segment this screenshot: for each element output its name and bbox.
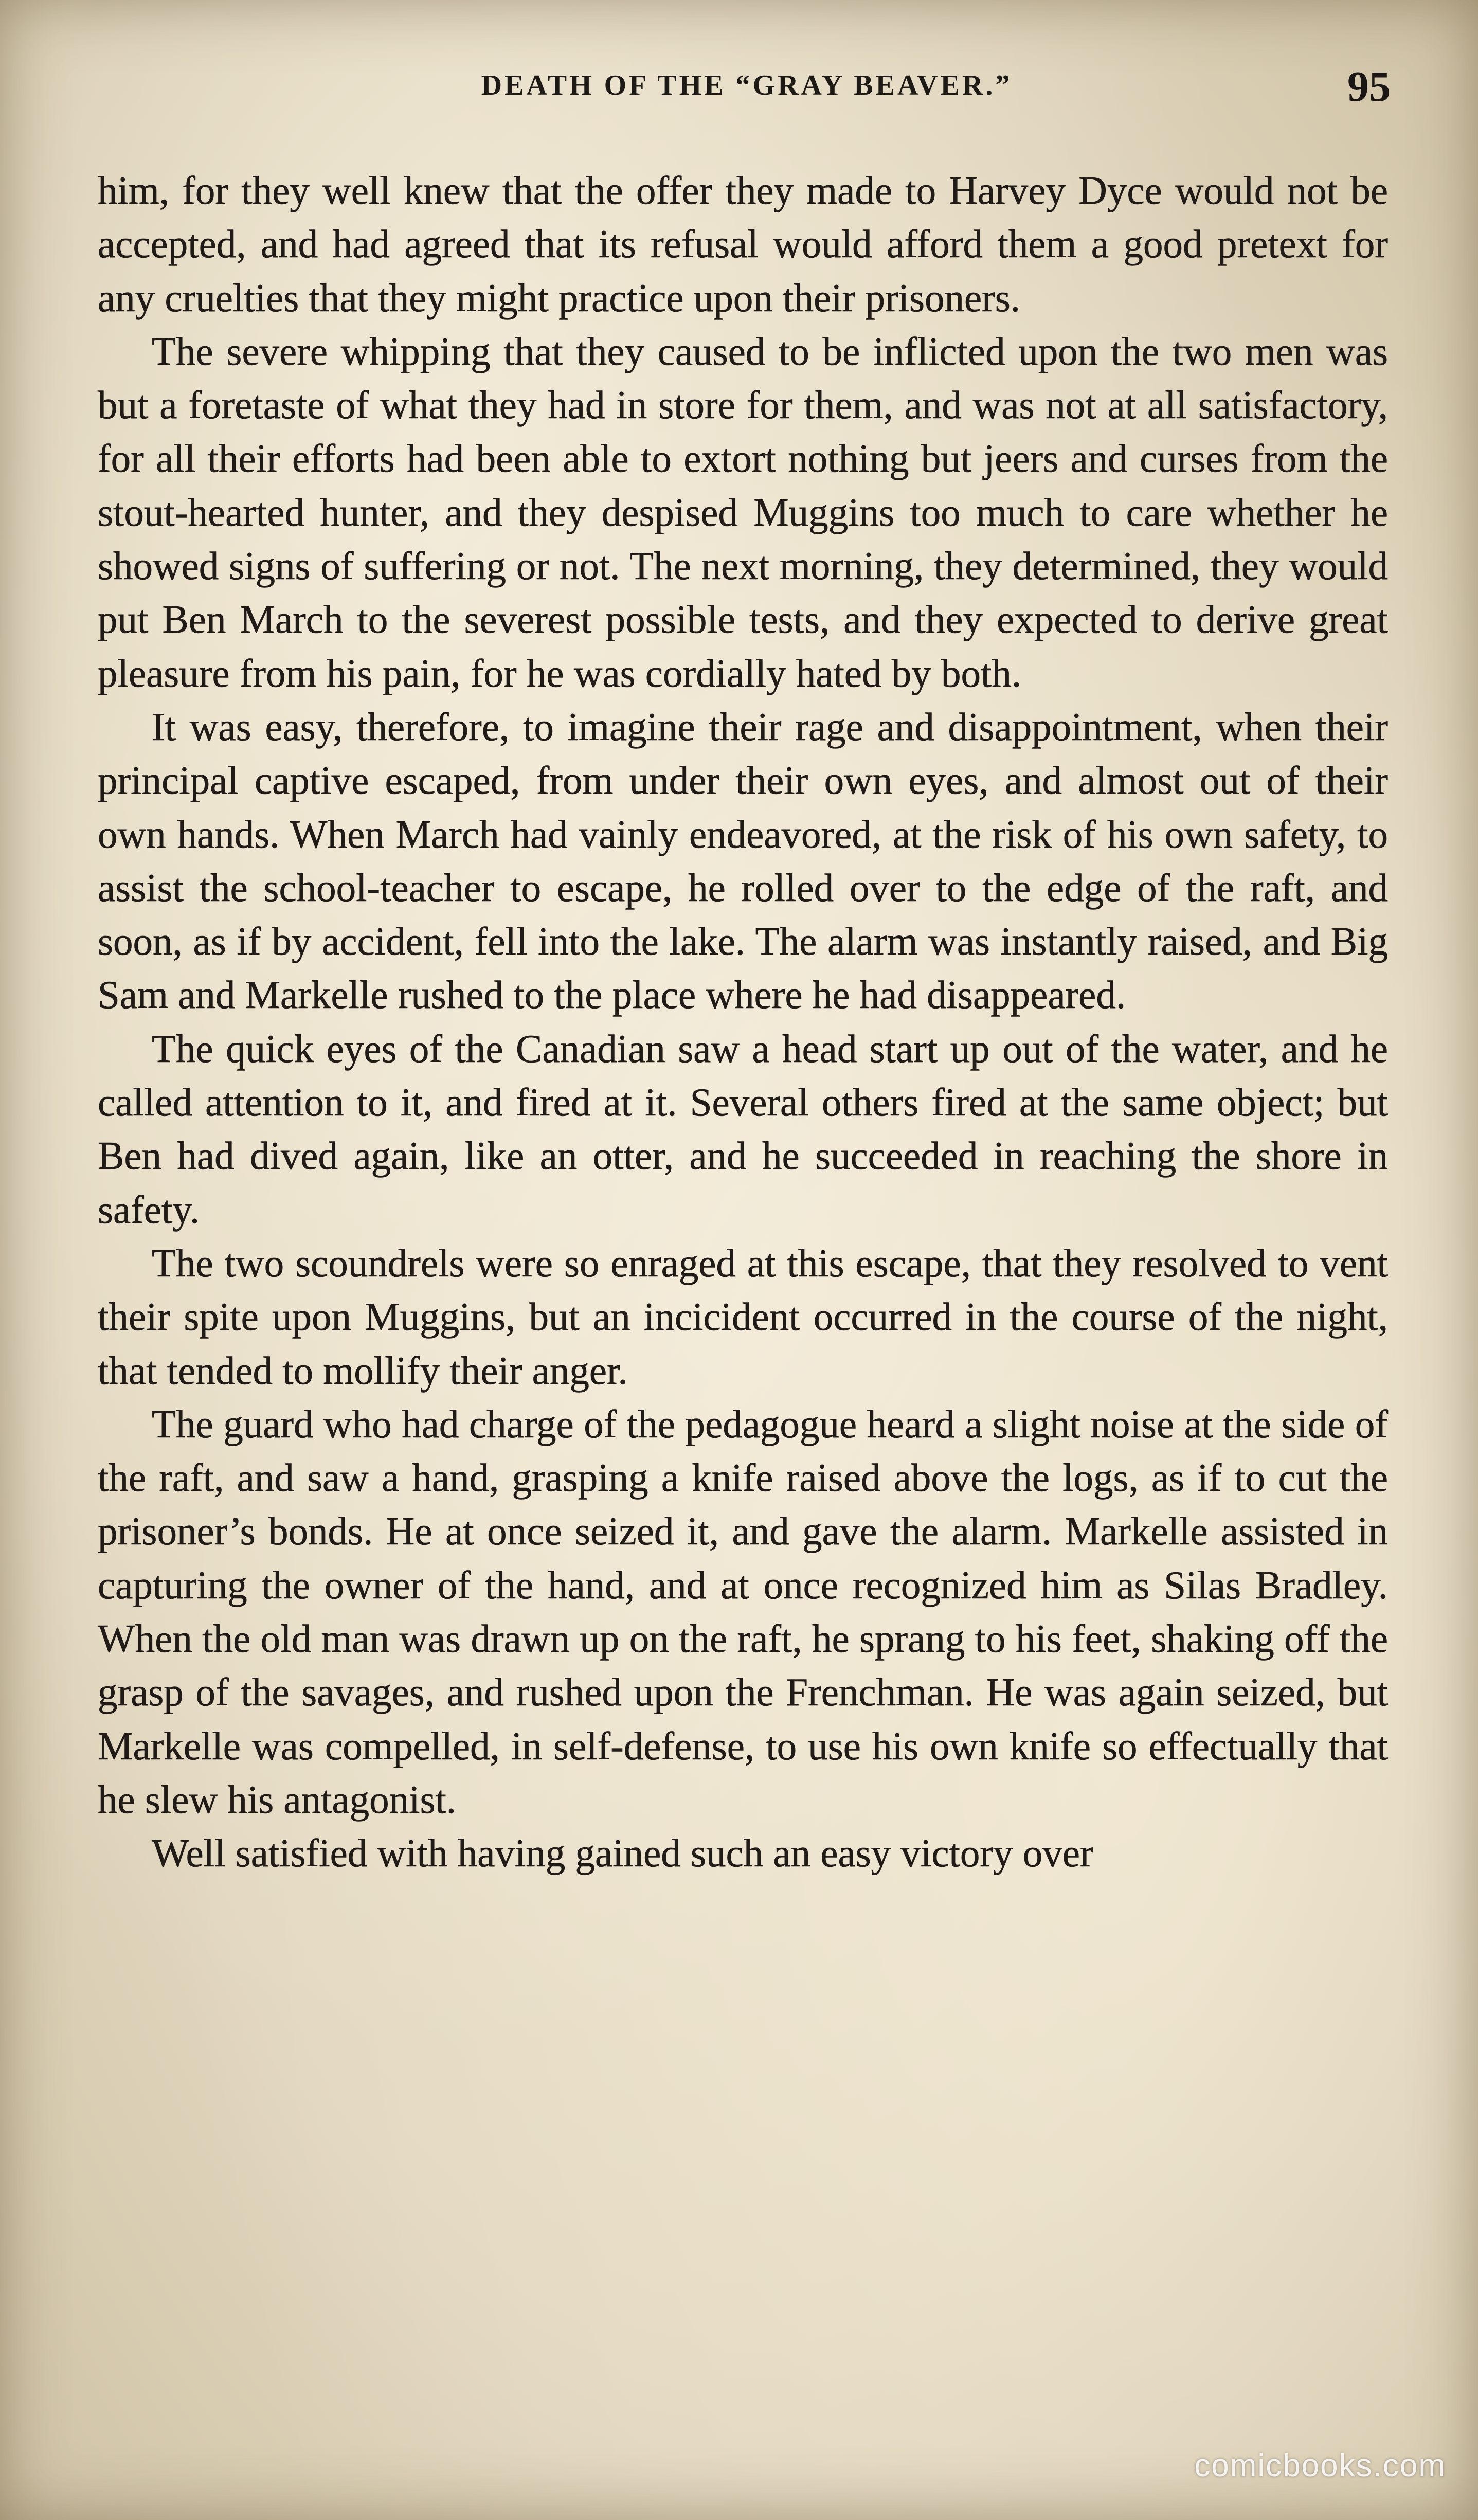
page-header — [103, 62, 1391, 118]
paragraph-7: Well satisfied with having gained such an easy victory over — [152, 1831, 1093, 1876]
paragraph-2: The severe whipping that they caused to be inflicted upon the two men was but a foretaste of what they had in store for them, and was not at all satisfactory, for all their efforts had been able to extort nothing but jeers and curses from the stout-hearted hunter, and they despised Muggins too much to care whether he showed signs of suffering or not. The next morning, they determined, they would put Ben March to the severest possible tests, and they expected to derive great pleasure from his pain, for he was cordially hated by both. — [98, 329, 1388, 695]
body-text — [98, 164, 1388, 1880]
paragraph-6: The guard who had charge of the pedagogue heard a slight noise at the side of the raft, and saw a hand, grasping a knife raised above the logs, as if to cut the prisoner’s bonds. He at once seized it, and gave the alarm. Markelle assisted in capturing the owner of the hand, and at once recognized him as Silas Bradley. When the old man was drawn up on the raft, he sprang to his feet, shaking off the grasp of the savages, and rushed upon the Frenchman. He was again seized, but Markelle was compelled, in self-defense, to use his own knife so effectually that he slew his antagonist. — [98, 1401, 1388, 1822]
paragraph-4: The quick eyes of the Canadian saw a head start up out of the water, and he called attention to it, and fired at it. Several others fired at the same object; but Ben had dived again, like an otter, and he succeeded in reaching the shore in safety. — [98, 1026, 1388, 1232]
running-head: DEATH OF THE “GRAY BEAVER.” — [481, 69, 1013, 101]
paragraph-3: It was easy, therefore, to imagine their rage and disappointment, when their principal captive escaped, from under their own eyes, and almost out of their own hands. When March had vainly endeavored, at the risk of his own safety, to assist the school-teacher to escape, he rolled over to the edge of the raft, and soon, as if by accident, fell into the lake. The alarm was instantly raised, and Big Sam and Markelle rushed to the place where he had disappeared. — [98, 704, 1388, 1017]
paragraph-5: The two scoundrels were so enraged at this escape, that they resolved to vent their spite upon Muggins, but an incicident occurred in the course of the night, that tended to mollify their anger. — [98, 1240, 1388, 1393]
watermark-logo: comicbooks.com — [1194, 2448, 1446, 2483]
paragraph-1: him, for they well knew that the offer they made to Harvey Dyce would not be accepted, and had agreed that its refusal would afford them a good pretext for any cruelties that they might practice upon their prisoners. — [98, 168, 1388, 320]
page-number: 95 — [1347, 63, 1391, 111]
